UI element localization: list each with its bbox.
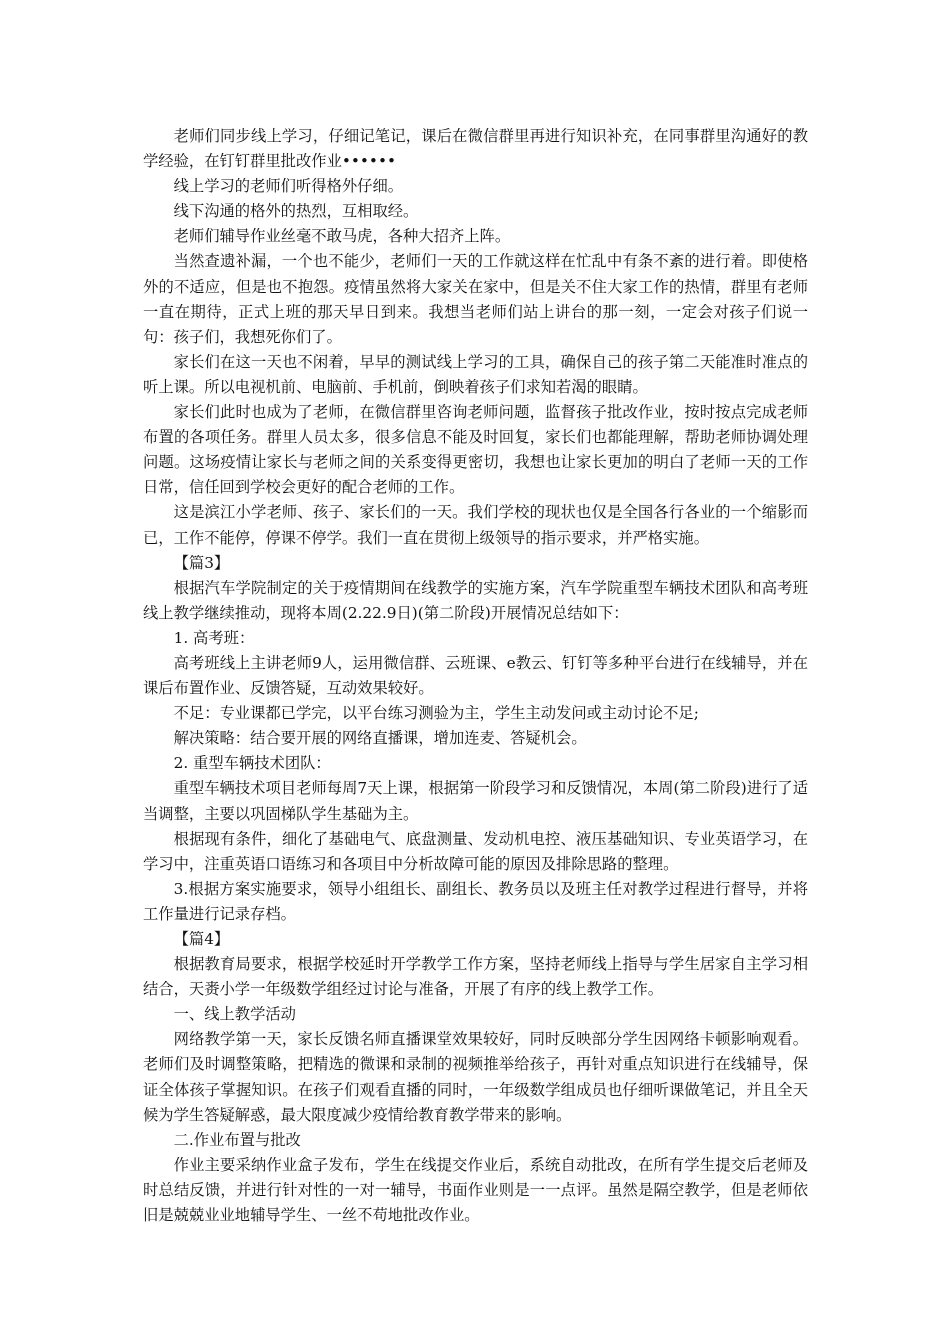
paragraph: 线下沟通的格外的热烈，互相取经。 [173,202,419,221]
paragraph: 3.根据方案实施要求，领导小组组长、副组长、教务员以及班主任对教学过程进行督导，并将工作量进行记录存档。 [143,879,808,923]
paragraph: 根据教育局要求，根据学校延时开学教学工作方案，坚持老师线上指导与学生居家自主学习相结合，天赉小学一年级数学组经过讨论与准备，开展了有序的线上教学工作。 [143,955,808,999]
list-item-heading: 2. 重型车辆技术团队： [173,754,331,773]
paragraph: 高考班线上主讲老师9人，运用微信群、云班课、e教云、钉钉等多种平台进行在线辅导，并在课后布置作业、反馈答疑，互动效果较好。 [143,653,808,698]
paragraph: 根据汽车学院制定的关于疫情期间在线教学的实施方案，汽车学院重型车辆技术团队和高考班线上教学继续推动，现将本周(2.22.9日)(第二阶段)开展情况总结如下： [143,578,808,622]
document-body [143,124,808,1228]
paragraph: 老师们同步线上学习，仔细记笔记，课后在微信群里再进行知识补充，在同事群里沟通好的教学经验，在钉钉群里批改作业•••••• [143,127,808,171]
paragraph: 家长们在这一天也不闲着，早早的测试线上学习的工具，确保自己的孩子第二天能准时准点的听上课。所以电视机前、电脑前、手机前，倒映着孩子们求知若渴的眼睛。 [143,352,808,396]
paragraph: 解决策略：结合要开展的网络直播课，增加连麦、答疑机会。 [173,729,587,748]
paragraph: 不足：专业课都已学完，以平台练习测验为主，学生主动发问或主动讨论不足; [173,704,699,723]
paragraph: 线上学习的老师们听得格外仔细。 [173,177,404,196]
paragraph: 家长们此时也成为了老师，在微信群里咨询老师问题，监督孩子批改作业，按时按点完成老师布置的各项任务。群里人员太多，很多信息不能及时回复，家长们也都能理解，帮助老师协调处理问题。这场疫情让家长与老师之间的关系变得更密切，我想也让家长更加的明白了老师一天的工作日常，信任回到学校会更好的配合老师的工作。 [143,403,808,497]
paragraph: 网络教学第一天，家长反馈名师直播课堂效果较好，同时反映部分学生因网络卡顿影响观看。老师们及时调整策略，把精选的微课和录制的视频推举给孩子，再针对重点知识进行在线辅导，保证全体孩子掌握知识。在孩子们观看直播的同时，一年级数学组成员也仔细听课做笔记，并且全天候为学生答疑解惑，最大限度减少疫情给教育教学带来的影响。 [143,1030,808,1124]
paragraph: 这是滨江小学老师、孩子、家长们的一天。我们学校的现状也仅是全国各行各业的一个缩影而已，工作不能停，停课不停学。我们一直在贯彻上级领导的指示要求，并严格实施。 [143,503,808,547]
paragraph: 根据现有条件，细化了基础电气、底盘测量、发动机电控、液压基础知识、专业英语学习，在学习中，注重英语口语练习和各项目中分析故障可能的原因及排除思路的整理。 [143,829,808,873]
section-heading-3: 【篇3】 [173,553,230,572]
list-item-heading: 1. 高考班： [173,628,255,647]
paragraph: 重型车辆技术项目老师每周7天上课，根据第一阶段学习和反馈情况，本周(第二阶段)进行了适当调整，主要以巩固梯队学生基础为主。 [143,779,808,823]
section-heading-4: 【篇4】 [173,930,230,948]
paragraph: 作业主要采纳作业盒子发布，学生在线提交作业后，系统自动批改，在所有学生提交后老师及时总结反馈，并进行针对性的一对一辅导，书面作业则是一一点评。虽然是隔空教学，但是老师依旧是兢兢业业地辅导学生、一丝不苟地批改作业。 [143,1155,808,1225]
subheading: 一、线上教学活动 [173,1005,296,1024]
paragraph: 老师们辅导作业丝毫不敢马虎，各种大招齐上阵。 [173,227,511,246]
paragraph: 当然查遗补漏，一个也不能少，老师们一天的工作就这样在忙乱中有条不紊的进行着。即使格外的不适应，但是也不抱怨。疫情虽然将大家关在家中，但是关不住大家工作的热情，群里有老师一直在期待，正式上班的那天早日到来。我想当老师们站上讲台的那一刻，一定会对孩子们说一句：孩子们，我想死你们了。 [143,252,808,346]
subheading: 二.作业布置与批改 [173,1130,301,1149]
